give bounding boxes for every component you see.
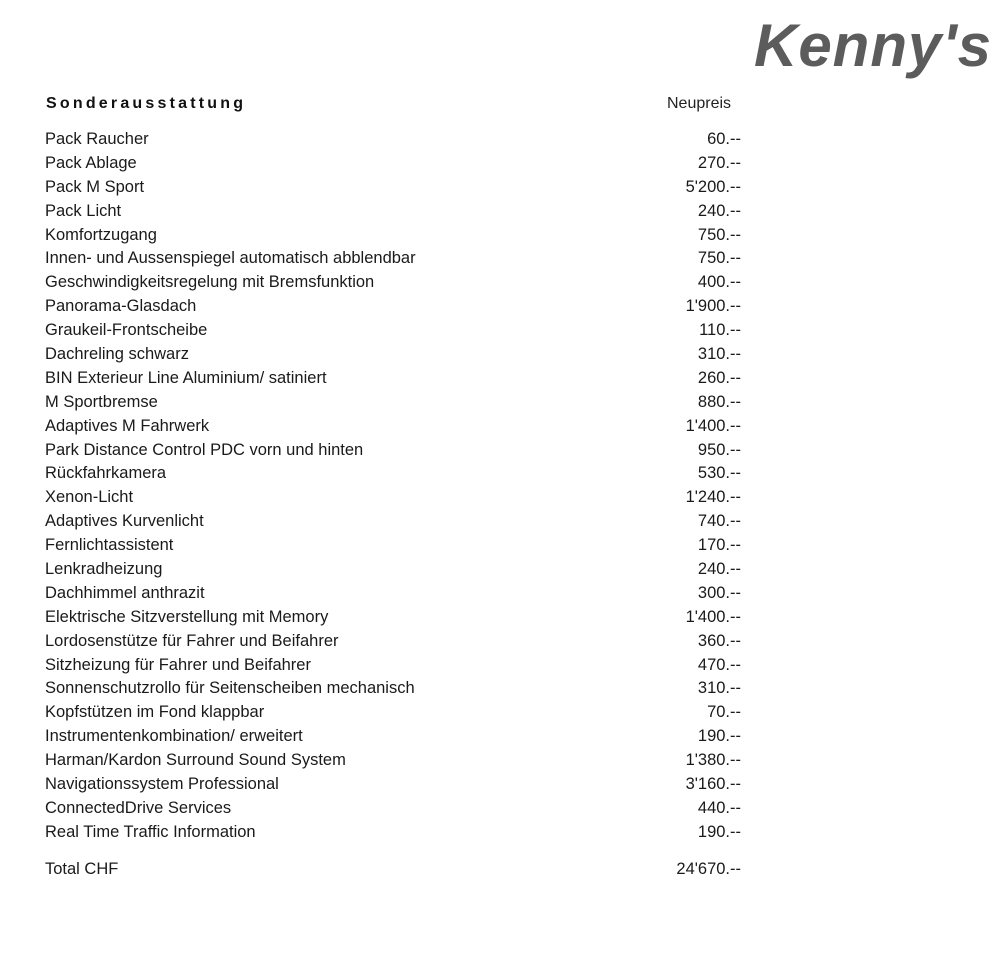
- list-item: [45, 654, 745, 678]
- item-label: Dachhimmel anthrazit: [45, 583, 205, 602]
- item-price: 470.--: [697, 655, 741, 674]
- item-label: Adaptives Kurvenlicht: [45, 512, 204, 531]
- item-price: 190.--: [697, 822, 741, 841]
- item-label: Graukeil-Frontscheibe: [45, 321, 208, 340]
- item-price: 300.--: [697, 583, 741, 602]
- item-price: 880.--: [697, 392, 741, 411]
- item-label: Lordosenstütze für Fahrer und Beifahrer: [45, 631, 339, 650]
- list-item: [45, 415, 745, 439]
- list-item: [45, 224, 745, 248]
- item-label: Rückfahrkamera: [45, 464, 167, 483]
- item-price: 750.--: [697, 225, 741, 244]
- item-label: Sonnenschutzrollo für Seitenscheiben mechanisch: [45, 679, 415, 698]
- item-label: Pack Licht: [45, 201, 122, 220]
- list-item: [45, 391, 745, 415]
- list-item: [45, 343, 745, 367]
- item-price: 70.--: [707, 703, 741, 722]
- item-label: Innen- und Aussenspiegel automatisch abblendbar: [45, 249, 416, 268]
- list-item: [45, 367, 745, 391]
- list-item: [45, 462, 745, 486]
- item-price: 310.--: [697, 679, 741, 698]
- list-item: [45, 486, 745, 510]
- list-item: [45, 558, 745, 582]
- item-label: Elektrische Sitzverstellung mit Memory: [45, 607, 329, 626]
- item-price: 270.--: [697, 153, 741, 172]
- item-price: 440.--: [697, 798, 741, 817]
- list-item: [45, 701, 745, 725]
- item-label: Harman/Kardon Surround Sound System: [45, 751, 346, 770]
- item-label: Navigationssystem Professional: [45, 775, 279, 794]
- item-price: 190.--: [697, 727, 741, 746]
- item-label: Kopfstützen im Fond klappbar: [45, 703, 265, 722]
- equipment-list: [45, 128, 745, 845]
- price-column-header: Neupreis: [667, 95, 732, 112]
- total-label: Total CHF: [45, 860, 119, 878]
- total-price: 24'670.--: [676, 860, 741, 878]
- item-price: 750.--: [697, 249, 741, 268]
- item-label: Geschwindigkeitsregelung mit Bremsfunktion: [45, 273, 375, 292]
- item-label: Dachreling schwarz: [45, 345, 189, 364]
- list-item: [45, 128, 745, 152]
- item-price: 740.--: [697, 512, 741, 531]
- list-item: [45, 606, 745, 630]
- item-label: M Sportbremse: [45, 392, 158, 411]
- list-item: [45, 534, 745, 558]
- list-item: [45, 725, 745, 749]
- item-price: 3'160.--: [685, 775, 741, 794]
- item-price: 1'900.--: [685, 297, 741, 316]
- list-item: [45, 247, 745, 271]
- list-item: [45, 821, 745, 845]
- item-price: 400.--: [697, 273, 741, 292]
- item-label: Pack M Sport: [45, 177, 145, 196]
- item-label: Instrumentenkombination/ erweitert: [45, 727, 303, 746]
- item-price: 1'400.--: [685, 607, 741, 626]
- item-label: Pack Ablage: [45, 153, 137, 172]
- item-price: 530.--: [697, 464, 741, 483]
- item-label: Park Distance Control PDC vorn und hinten: [45, 440, 364, 459]
- list-item: [45, 773, 745, 797]
- list-item: [45, 200, 745, 224]
- item-price: 1'380.--: [685, 751, 741, 770]
- item-price: 950.--: [697, 440, 741, 459]
- item-price: 110.--: [699, 321, 741, 340]
- list-item: [45, 630, 745, 654]
- list-item: [45, 176, 745, 200]
- item-label: Panorama-Glasdach: [45, 297, 197, 316]
- list-item: [45, 271, 745, 295]
- item-label: ConnectedDrive Services: [45, 798, 232, 817]
- list-item: [45, 749, 745, 773]
- item-label: BIN Exterieur Line Aluminium/ satiniert: [45, 368, 327, 387]
- item-price: 1'400.--: [685, 416, 741, 435]
- item-label: Lenkradheizung: [45, 560, 163, 579]
- section-title: Sonderausstattung: [46, 95, 247, 112]
- list-item: [45, 510, 745, 534]
- item-price: 310.--: [697, 345, 741, 364]
- item-label: Sitzheizung für Fahrer und Beifahrer: [45, 655, 311, 674]
- item-price: 360.--: [697, 631, 741, 650]
- list-item: [45, 439, 745, 463]
- list-item: [45, 319, 745, 343]
- item-price: 60.--: [707, 130, 741, 148]
- list-item: [45, 152, 745, 176]
- item-label: Komfortzugang: [45, 225, 157, 244]
- item-label: Fernlichtassistent: [45, 536, 174, 555]
- list-item: [45, 582, 745, 606]
- list-item: [45, 797, 745, 821]
- item-price: 5'200.--: [685, 177, 741, 196]
- total-row: [45, 857, 745, 881]
- list-item: [45, 677, 745, 701]
- item-label: Xenon-Licht: [45, 488, 134, 507]
- list-item: [45, 295, 745, 319]
- item-label: Pack Raucher: [45, 130, 149, 148]
- item-label: Adaptives M Fahrwerk: [45, 416, 210, 435]
- brand-logo: Kenny's: [753, 12, 992, 79]
- item-price: 240.--: [697, 560, 741, 579]
- item-label: Real Time Traffic Information: [45, 822, 256, 841]
- item-price: 240.--: [697, 201, 741, 220]
- item-price: 1'240.--: [685, 488, 741, 507]
- item-price: 170.--: [697, 536, 741, 555]
- item-price: 260.--: [697, 368, 741, 387]
